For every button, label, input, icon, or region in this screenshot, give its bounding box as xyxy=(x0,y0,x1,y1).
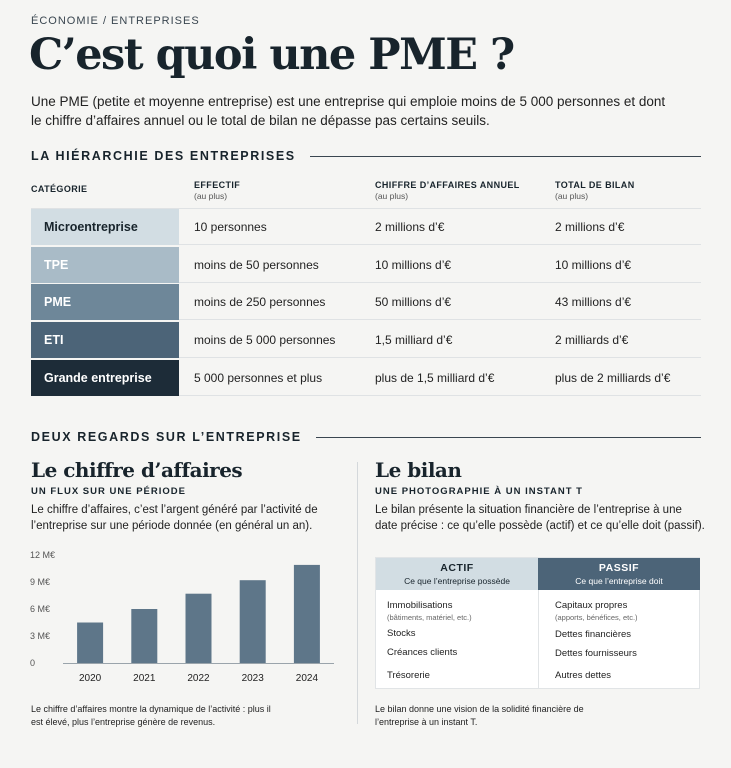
y-tick-label: 6 M€ xyxy=(30,604,51,614)
x-tick-label: 2020 xyxy=(78,673,102,684)
bilan-cell: 2 milliards d’€ xyxy=(555,333,629,347)
heading-rule xyxy=(316,437,701,438)
regards-heading-text: DEUX REGARDS SUR L’ENTREPRISE xyxy=(31,430,302,444)
ca-subtitle: UN FLUX SUR UNE PÉRIODE xyxy=(31,486,186,497)
revenue-bar-chart xyxy=(28,548,340,690)
table-row xyxy=(31,360,701,396)
x-tick-label: 2022 xyxy=(187,673,210,684)
effectif-cell: moins de 50 personnes xyxy=(194,258,319,272)
passif-item: Dettes fournisseurs xyxy=(555,648,637,659)
category-cell: PME xyxy=(31,284,179,320)
x-tick-label: 2023 xyxy=(241,673,264,684)
bar-2024 xyxy=(294,565,320,663)
breadcrumb[interactable]: ÉCONOMIE / ENTREPRISES xyxy=(31,15,200,27)
column-header-bilan: TOTAL DE BILAN (au plus) xyxy=(555,180,635,201)
ca-text: Le chiffre d’affaires, c’est l’argent généré par l’activité de l’entreprise sur une période donnée (en général un an). xyxy=(31,504,318,532)
effectif-cell: 5 000 personnes et plus xyxy=(194,371,323,385)
column-divider xyxy=(357,462,358,724)
table-row xyxy=(31,322,701,358)
table-row xyxy=(31,247,701,283)
ca-cell: 2 millions d’€ xyxy=(375,220,445,234)
column-header-ca: CHIFFRE D’AFFAIRES ANNUEL (au plus) xyxy=(375,180,520,201)
bar-2023 xyxy=(240,580,266,663)
bilan-cell: plus de 2 milliards d’€ xyxy=(555,371,671,385)
ca-title: Le chiffre d’affaires xyxy=(31,458,243,482)
intro-text: Une PME (petite et moyenne entreprise) est une entreprise qui emploie moins de 5 000 personnes et dont le chiffre d’affaires annuel ou le total de bilan ne dépasse pas certains seuils. xyxy=(31,94,666,128)
bilan-text: Le bilan présente la situation financière de l’entreprise à une date précise : ce qu’elle possède (actif) et ce qu’elle doit (passif). xyxy=(375,504,705,532)
passif-item: Capitaux propres (apports, bénéfices, etc.) xyxy=(555,600,638,622)
bilan-cell: 43 millions d’€ xyxy=(555,295,632,309)
bilan-cell: 10 millions d’€ xyxy=(555,258,632,272)
passif-item: Dettes financières xyxy=(555,629,632,640)
table-row xyxy=(31,209,701,245)
column-header-category: CATÉGORIE xyxy=(31,184,88,194)
effectif-cell: moins de 250 personnes xyxy=(194,295,326,309)
hierarchy-section-heading xyxy=(31,149,701,163)
balance-divider xyxy=(538,590,539,689)
bar-2020 xyxy=(77,623,103,664)
bar-2021 xyxy=(131,609,157,663)
regards-section-heading xyxy=(31,430,701,444)
heading-rule xyxy=(310,156,701,157)
bilan-cell: 2 millions d’€ xyxy=(555,220,625,234)
bilan-note: Le bilan donne une vision de la solidité financière de l’entreprise à un instant T. xyxy=(375,704,584,727)
bilan-title: Le bilan xyxy=(375,458,462,482)
actif-item: Stocks xyxy=(387,628,416,639)
category-cell: TPE xyxy=(31,247,179,283)
category-cell: ETI xyxy=(31,322,179,358)
balance-sheet-table xyxy=(375,557,700,689)
x-tick-label: 2021 xyxy=(133,673,156,684)
effectif-cell: 10 personnes xyxy=(194,220,267,234)
ca-cell: 50 millions d’€ xyxy=(375,295,452,309)
y-tick-label: 9 M€ xyxy=(30,577,51,587)
bilan-subtitle: UNE PHOTOGRAPHIE À UN INSTANT T xyxy=(375,486,583,497)
ca-cell: 1,5 milliard d’€ xyxy=(375,333,453,347)
passif-item: Autres dettes xyxy=(555,670,611,681)
y-tick-label: 12 M€ xyxy=(30,550,56,560)
bar-2022 xyxy=(186,594,212,663)
y-tick-label: 0 xyxy=(30,658,36,668)
x-tick-label: 2024 xyxy=(295,673,319,684)
actif-item: Créances clients xyxy=(387,647,458,658)
ca-cell: plus de 1,5 milliard d’€ xyxy=(375,371,495,385)
passif-header: PASSIF Ce que l’entreprise doit xyxy=(538,558,700,590)
page-title: C’est quoi une PME ? xyxy=(29,30,514,80)
effectif-cell: moins de 5 000 personnes xyxy=(194,333,336,347)
actif-item: Trésorerie xyxy=(387,670,430,681)
column-header-effectif: EFFECTIF (au plus) xyxy=(194,180,241,201)
table-row xyxy=(31,284,701,320)
category-cell: Grande entreprise xyxy=(31,360,179,396)
hierarchy-heading-text: LA HIÉRARCHIE DES ENTREPRISES xyxy=(31,149,296,163)
category-cell: Microentreprise xyxy=(31,209,179,245)
ca-cell: 10 millions d’€ xyxy=(375,258,452,272)
ca-note: Le chiffre d’affaires montre la dynamique de l’activité : plus il est élevé, plus l’entreprise génère de revenus. xyxy=(31,704,271,727)
actif-item: Immobilisations (bâtiments, matériel, etc.) xyxy=(387,600,472,622)
actif-header: ACTIF Ce que l’entreprise possède xyxy=(376,558,538,590)
y-tick-label: 3 M€ xyxy=(30,631,51,641)
